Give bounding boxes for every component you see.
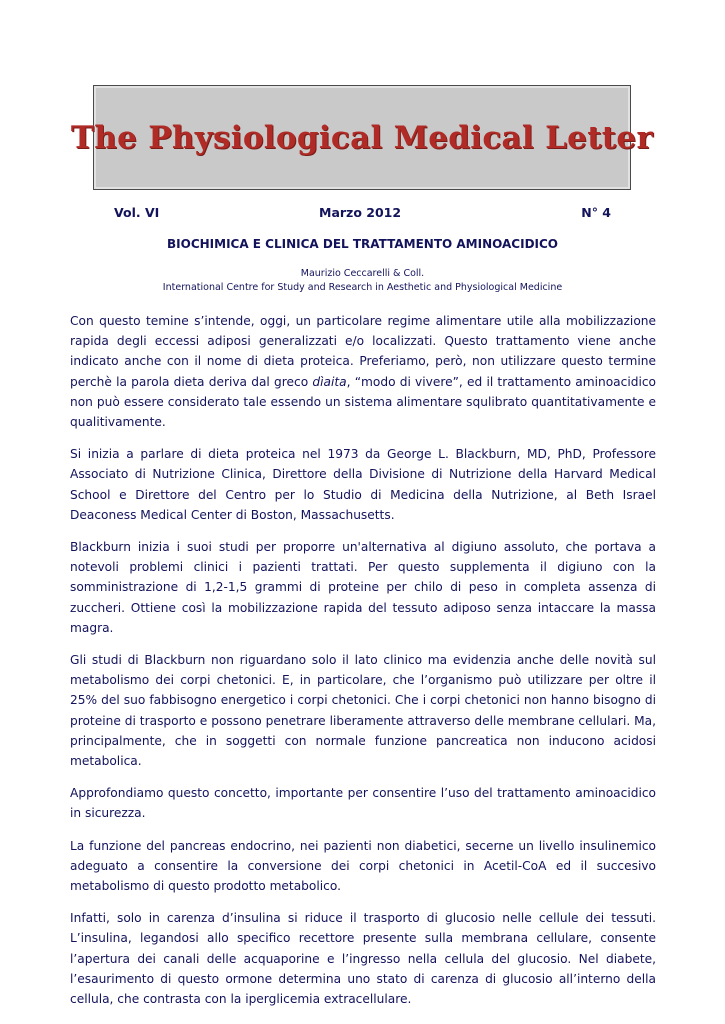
paragraph-1 — [70, 311, 656, 432]
masthead-banner — [70, 85, 654, 190]
greek-term: dìaita — [312, 374, 347, 389]
paragraph-2: Si inizia a parlare di dieta proteica nel 1973 da George L. Blackburn, MD, PhD, Professore Associato di Nutrizione Clinica, Direttore della Divisione di Nutrizione della Harvard Medical School e Direttore del Centro per lo Studio di Medicina della Nutrizione, al Beth Israel Deaconess Medical Center di Boston, Massachusetts. — [70, 447, 656, 522]
paragraph-5: Approfondiamo questo concetto, importante per consentire l’uso del trattamento aminoacidico in sicurezza. — [70, 786, 656, 821]
article-body — [70, 311, 656, 1021]
paragraph-7: Infatti, solo in carenza d’insulina si riduce il trasporto di glucosio nelle cellule dei tessuti. L’insulina, legandosi allo specifico recettore presente sulla membrana cellulare, consente l’apertura dei canali delle acquaporine e l’ingresso nella cellula del glucosio. Nel diabete, l’esaurimento di questo ormone determina uno stato di carenza di glucosio all’interno della cellula, che contrasta con la iperglicemia extracellulare. — [70, 911, 656, 1007]
issue-date: Marzo 2012 — [319, 205, 402, 220]
paragraph-3: Blackburn inizia i suoi studi per proporre un'alternativa al digiuno assoluto, che portava a notevoli problemi clinici i pazienti trattati. Per questo supplementa il digiuno con la somministrazione di 1,2-1,5 grammi di proteine per chilo di peso in completa assenza di zuccheri. Ottiene così la mobilizzazione rapida del tessuto adiposo senza intaccare la massa magra. — [70, 540, 656, 635]
issue-line — [114, 205, 611, 225]
volume-label: Vol. VI — [114, 205, 160, 220]
masthead-title: The Physiological Medical Letter — [70, 119, 654, 156]
paragraph-6: La funzione del pancreas endocrino, nei pazienti non diabetici, secerne un livello insulinemico adeguato a consentire la conversione dei corpi chetonici in Acetil-CoA ed il succesivo metabolismo di questo prodotto metabolico. — [70, 838, 656, 894]
issue-number: N° 4 — [581, 205, 611, 220]
paragraph-4: Gli studi di Blackburn non riguardano solo il lato clinico ma evidenzia anche delle novità sul metabolismo dei corpi chetonici. E, in particolare, che l’organismo può utilizzare per oltre il 25% del suo fabbisogno energetico i corpi chetonici. Che i corpi chetonici non hanno bisogno di proteine di trasporto e possono penetrare liberamente attraverso delle membrane cellulari. Ma, principalmente, che in soggetti con normale funzione pancreatica non inducono acidosi metabolica. — [70, 653, 656, 769]
article-title: BIOCHIMICA E CLINICA DEL TRATTAMENTO AMINOACIDICO — [167, 237, 558, 251]
paragraph-1-text: Con questo temine s’intende, oggi, un particolare regime alimentare utile alla mobilizzazione rapida degli eccessi adiposi generalizzati e/o localizzati. Questo trattamento viene anche indicato anche con il nome di dieta proteica. Preferiamo, però, non utilizzare questo termine perchè la parola dieta deriva dal greco — [70, 314, 656, 389]
article-author: Maurizio Ceccarelli & Coll. — [300, 268, 425, 279]
paragraph-1-text-end: , “modo di vivere”, ed il trattamento aminoacidico non può essere considerato tale essendo un sistema alimentare squlibrato quantitativamente e qualitivamente. — [70, 374, 656, 430]
article-affiliation: International Centre for Study and Research in Aesthetic and Physiological Medicine — [162, 282, 563, 293]
